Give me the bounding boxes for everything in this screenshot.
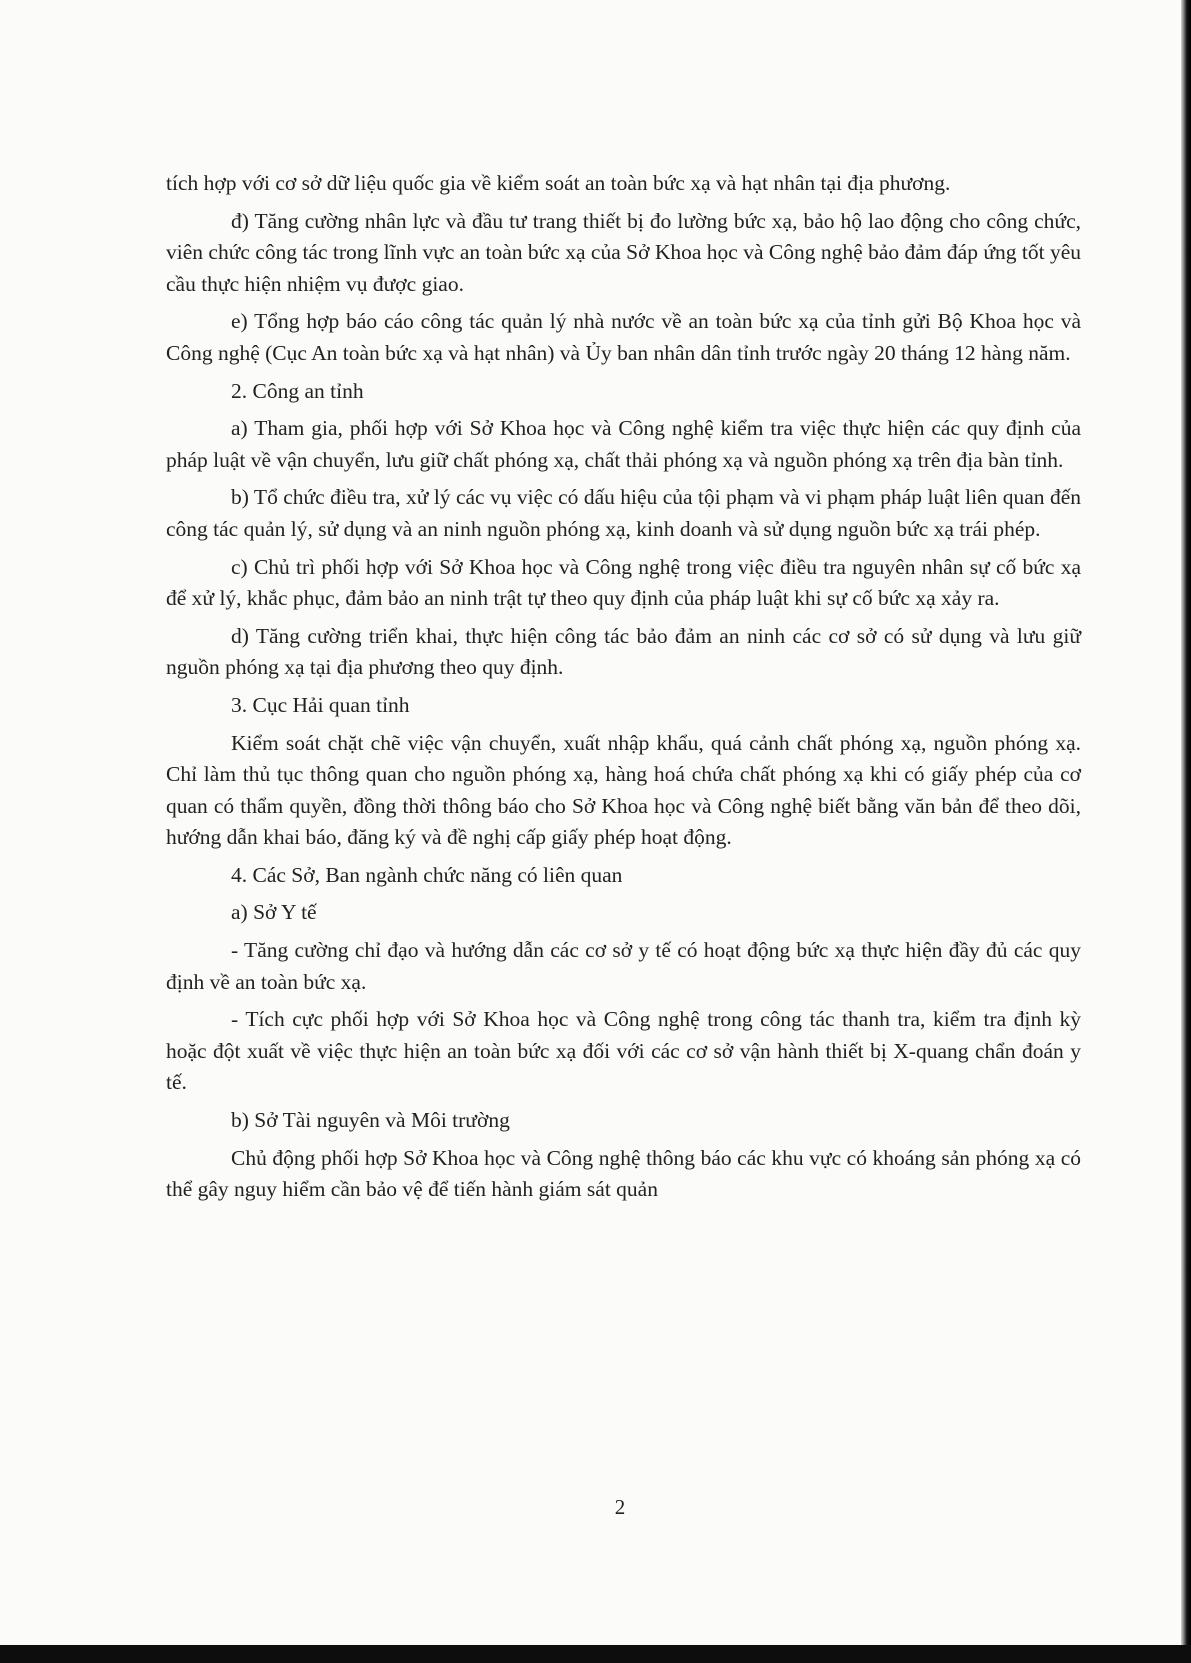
paragraph-hai-quan: Kiểm soát chặt chẽ việc vận chuyển, xuất nhập khẩu, quá cảnh chất phóng xạ, nguồn phóng xạ. Chỉ làm thủ tục thông quan cho nguồn phóng xạ, hàng hoá chứa chất phóng xạ khi có giấy phép của cơ quan có thẩm quyền, đồng thời thông báo cho Sở Khoa học và Công nghệ biết bằng văn bản để theo dõi, hướng dẫn khai báo, đăng ký và đề nghị cấp giấy phép hoạt động. [166, 730, 1081, 850]
page-number: 2 [614, 1495, 626, 1519]
subheading-so-y-te: a) Sở Y tế [231, 900, 317, 925]
paragraph-continuation: tích hợp với cơ sở dữ liệu quốc gia về kiểm soát an toàn bức xạ và hạt nhân tại địa phương. [166, 171, 951, 195]
subheading-so-tai-nguyen: b) Sở Tài nguyên và Môi trường [231, 1108, 510, 1133]
paragraph-item-a: a) Tham gia, phối hợp với Sở Khoa học và Công nghệ kiểm tra việc thực hiện các quy định của pháp luật về vận chuyển, lưu giữ chất phóng xạ, chất thải phóng xạ và nguồn phóng xạ trên địa bàn tỉnh. [166, 416, 1081, 472]
scan-border-right [1181, 0, 1191, 1663]
paragraph-tai-nguyen: Chủ động phối hợp Sở Khoa học và Công nghệ thông báo các khu vực có khoáng sản phóng xạ có thể gây nguy hiểm cần bảo vệ để tiến hành giám sát quản [166, 1145, 1081, 1202]
section-heading-hai-quan: 3. Cục Hải quan tỉnh [231, 692, 410, 717]
section-heading-cac-so: 4. Các Sở, Ban ngành chức năng có liên quan [231, 862, 623, 887]
scan-border-bottom [0, 1645, 1191, 1663]
paragraph-item-dd: đ) Tăng cường nhân lực và đầu tư trang thiết bị đo lường bức xạ, bảo hộ lao động cho công chức, viên chức công tác trong lĩnh vực an toàn bức xạ của Sở Khoa học và Công nghệ bảo đảm đáp ứng tốt yêu cầu thực hiện nhiệm vụ được giao. [166, 208, 1081, 296]
paragraph-item-d: d) Tăng cường triển khai, thực hiện công tác bảo đảm an ninh các cơ sở có sử dụng và lưu giữ nguồn phóng xạ tại địa phương theo quy định. [166, 623, 1081, 680]
section-heading-cong-an: 2. Công an tỉnh [231, 378, 364, 403]
document-body [166, 168, 1081, 1212]
paragraph-y-te-2: - Tích cực phối hợp với Sở Khoa học và Công nghệ trong công tác thanh tra, kiểm tra định kỳ hoặc đột xuất về việc thực hiện an toàn bức xạ đối với các cơ sở vận hành thiết bị X-quang chẩn đoán y tế. [166, 1007, 1081, 1095]
paragraph-item-e: e) Tổng hợp báo cáo công tác quản lý nhà nước về an toàn bức xạ của tỉnh gửi Bộ Khoa học và Công nghệ (Cục An toàn bức xạ và hạt nhân) và Ủy ban nhân dân tỉnh trước ngày 20 tháng 12 hàng năm. [166, 309, 1081, 365]
paragraph-item-c: c) Chủ trì phối hợp với Sở Khoa học và Công nghệ trong việc điều tra nguyên nhân sự cố bức xạ để xử lý, khắc phục, đảm bảo an ninh trật tự theo quy định của pháp luật khi sự cố bức xạ xảy ra. [166, 554, 1081, 611]
paragraph-item-b: b) Tổ chức điều tra, xử lý các vụ việc có dấu hiệu của tội phạm và vi phạm pháp luật liên quan đến công tác quản lý, sử dụng và an ninh nguồn phóng xạ, kinh doanh và sử dụng nguồn bức xạ trái phép. [166, 485, 1081, 541]
paragraph-y-te-1: - Tăng cường chỉ đạo và hướng dẫn các cơ sở y tế có hoạt động bức xạ thực hiện đầy đủ các quy định về an toàn bức xạ. [166, 938, 1081, 994]
